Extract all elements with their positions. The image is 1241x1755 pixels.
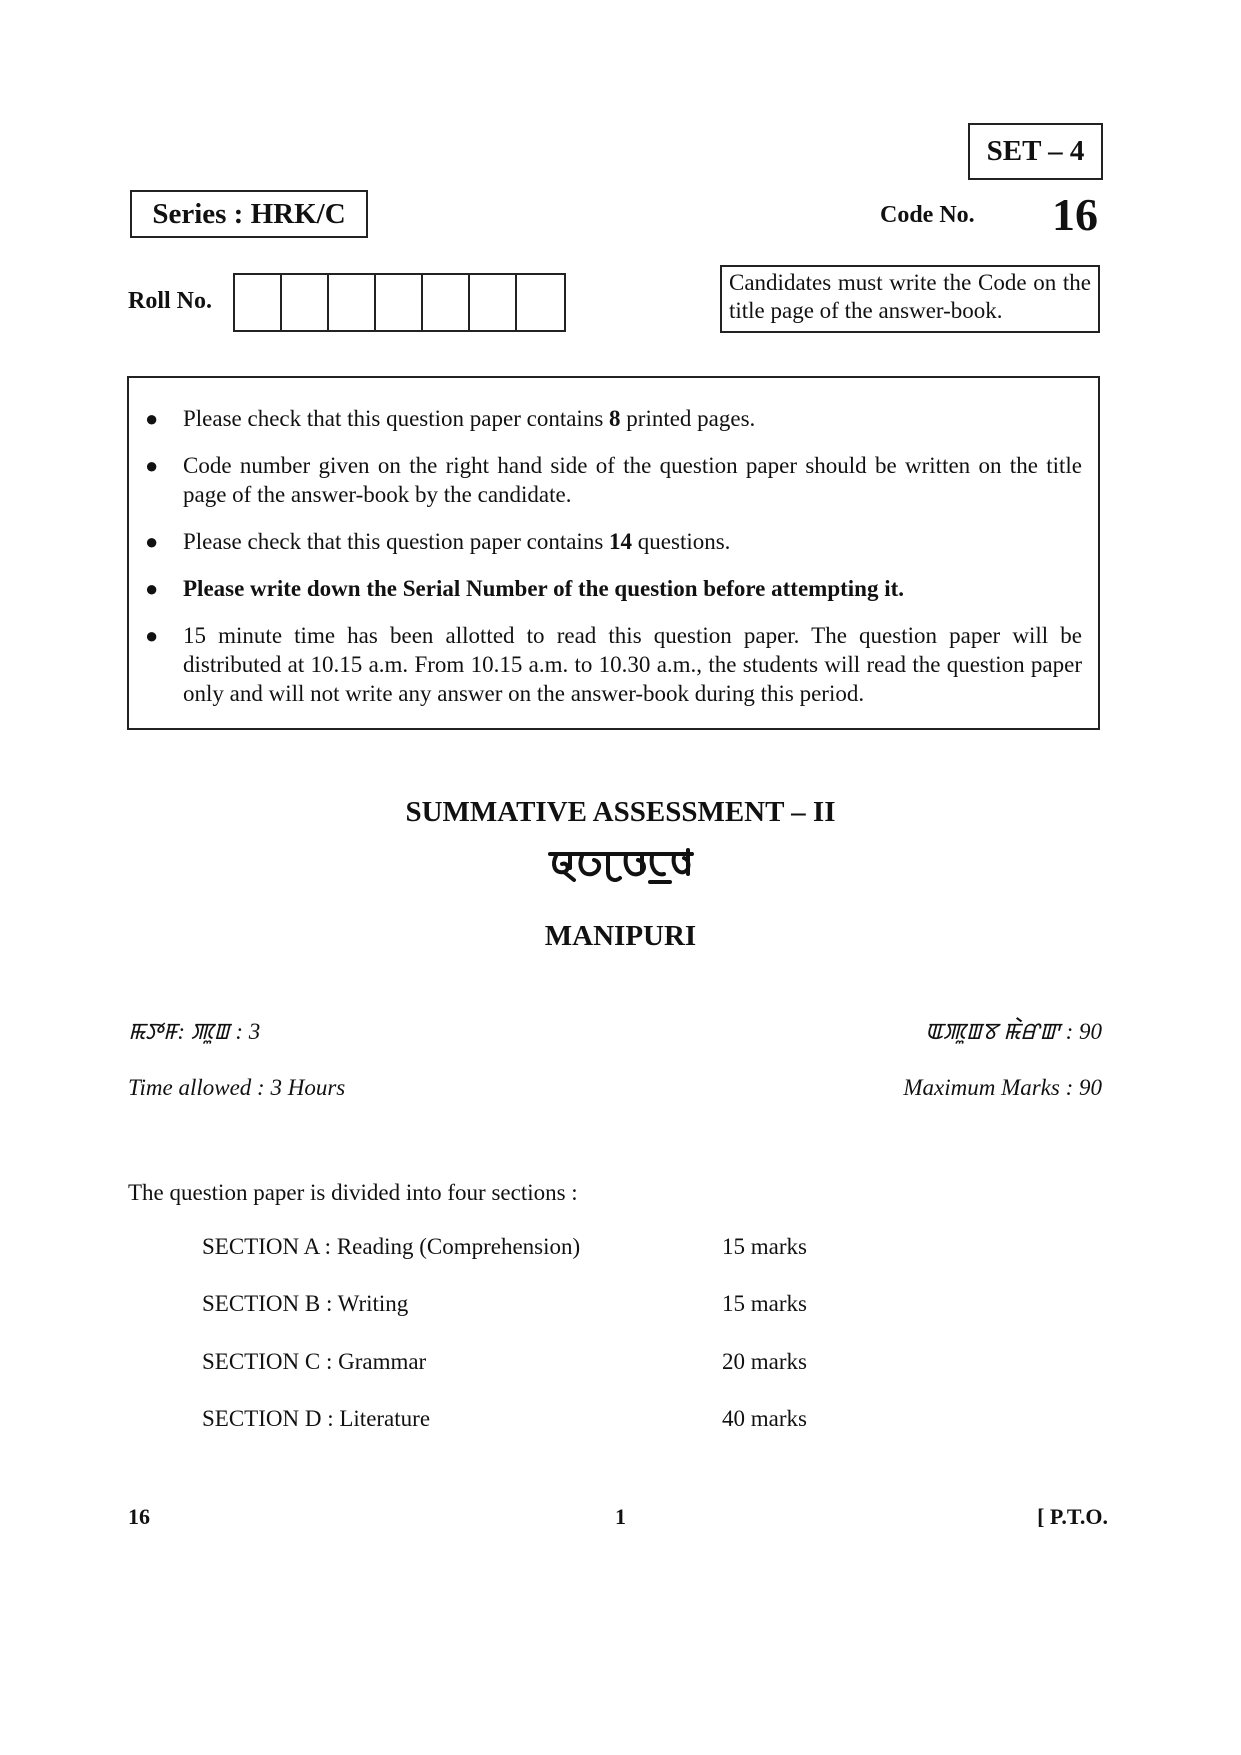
sections-intro: The question paper is divided into four sections : <box>128 1180 578 1205</box>
section-marks: 15 marks <box>722 1234 807 1259</box>
instruction-text: questions. <box>632 529 731 554</box>
exam-title: SUMMATIVE ASSESSMENT – II <box>405 796 836 828</box>
roll-number-cell <box>282 275 329 330</box>
time-allowed-manipuri: ꯃꯇꯝ: ꯄꯨꯡ : 3 <box>128 1019 261 1044</box>
roll-number-cell <box>235 275 282 330</box>
instructions-box <box>127 376 1100 730</box>
section-name: SECTION A : Reading (Comprehension) <box>202 1234 581 1259</box>
instruction-text: Code number given on the right hand side of the question paper should be written on the title page of the answer-book by the candidate. <box>183 453 1082 507</box>
instruction-text: Please check that this question paper contains <box>183 406 610 431</box>
code-number: 16 <box>1052 189 1098 240</box>
bullet-icon: ● <box>145 529 159 554</box>
section-marks: 20 marks <box>722 1349 807 1374</box>
section-name: SECTION D : Literature <box>202 1406 431 1431</box>
bullet-icon: ● <box>145 623 159 648</box>
instruction-item <box>143 527 1082 556</box>
bullet-icon: ● <box>145 406 159 431</box>
time-allowed: Time allowed : 3 Hours <box>128 1075 346 1100</box>
bullet-icon: ● <box>145 453 159 478</box>
roll-number-cell <box>423 275 470 330</box>
set-label: SET – 4 <box>968 123 1103 180</box>
roll-label: Roll No. <box>128 288 212 314</box>
instruction-text: 14 <box>609 529 633 554</box>
instructions-list <box>143 404 1082 708</box>
section-row <box>202 1406 807 1432</box>
bullet-icon: ● <box>145 576 159 601</box>
instruction-item <box>143 621 1082 708</box>
roll-number-cell <box>376 275 423 330</box>
instruction-item <box>143 574 1082 603</box>
section-row <box>202 1234 807 1260</box>
instruction-item <box>143 404 1082 433</box>
manipuri-script-logo <box>546 842 696 888</box>
roll-number-boxes <box>233 273 566 332</box>
footer-code: 16 <box>128 1504 150 1529</box>
series-label: Series : HRK/C <box>130 190 368 238</box>
section-row <box>202 1291 807 1317</box>
roll-number-cell <box>470 275 517 330</box>
pto-label: [ P.T.O. <box>1037 1504 1108 1529</box>
instruction-text: Please check that this question paper contains <box>183 529 610 554</box>
section-marks: 15 marks <box>722 1291 807 1316</box>
code-instruction-note: Candidates must write the Code on the title page of the answer-book. <box>720 265 1100 333</box>
max-marks: Maximum Marks : 90 <box>903 1075 1102 1100</box>
section-marks: 40 marks <box>722 1406 807 1431</box>
page-number: 1 <box>615 1504 626 1529</box>
subject-script-title <box>0 842 1241 888</box>
instruction-text: 15 minute time has been allotted to read this question paper. The question paper will be distributed at 10.15 a.m. From 10.15 a.m. to 10.30 a.m., the students will read the question paper only and will not write any answer on the answer-book during this period. <box>183 623 1082 706</box>
instruction-text: printed pages. <box>620 406 756 431</box>
subject-title: MANIPURI <box>544 920 697 952</box>
roll-number-cell <box>329 275 376 330</box>
instruction-item <box>143 451 1082 509</box>
section-row <box>202 1349 807 1375</box>
max-marks-manipuri: ꯑꯄꯨꯡꯕ ꯃꯥꯔꯛ : 90 <box>924 1019 1102 1044</box>
instruction-text: 8 <box>609 406 621 431</box>
section-name: SECTION C : Grammar <box>202 1349 427 1374</box>
section-name: SECTION B : Writing <box>202 1291 409 1316</box>
code-label: Code No. <box>880 202 975 228</box>
instruction-text: Please write down the Serial Number of the question before attempting it. <box>183 576 905 601</box>
roll-number-cell <box>517 275 564 330</box>
